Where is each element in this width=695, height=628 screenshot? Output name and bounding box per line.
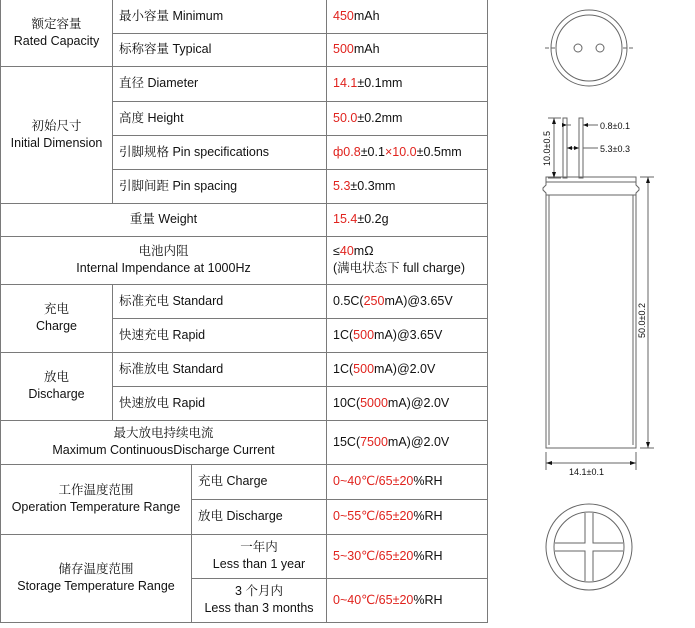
diameter-dim-text: 14.1±0.1	[569, 467, 604, 477]
bottom-view-outer-ring	[546, 504, 632, 590]
pin-length: ×10.0	[384, 144, 417, 159]
op-temp-charge-label: 充电 Charge	[192, 464, 327, 499]
top-view-inner-ring	[556, 15, 622, 81]
storage-1year-range: 5~30℃/65	[333, 548, 393, 563]
op-temp-charge-value	[327, 464, 488, 499]
discharge-header	[1, 352, 113, 420]
pin-spacing-number: 5.3	[333, 178, 351, 193]
charge-rapid-label: 快速充电 Rapid	[113, 318, 327, 352]
side-view-body	[543, 177, 639, 448]
pin-width-dim-text: 0.8±0.1	[600, 121, 630, 131]
pin-spacing-tol: ±0.3mm	[350, 178, 396, 193]
height-label: 高度 Height	[113, 101, 327, 135]
typical-label: 标称容量 Typical	[113, 33, 327, 66]
rated-capacity-en: Rated Capacity	[13, 33, 100, 48]
minimum-value	[327, 0, 488, 33]
diameter-value	[327, 66, 488, 101]
pin-length-tol: ±0.5mm	[416, 144, 462, 159]
storage-temp-en: Storage Temperature Range	[17, 579, 175, 593]
op-temp-cn: 工作温度范围	[58, 483, 134, 497]
discharge-standard-value	[327, 352, 488, 386]
minimum-label: 最小容量 Minimum	[113, 0, 327, 33]
charge-standard-voltage: mA)@3.65V	[384, 293, 453, 308]
battery-drawing-panel	[487, 0, 695, 623]
storage-3month-unit: %RH	[413, 592, 443, 607]
height-number: 50.0	[333, 110, 358, 125]
storage-1year-value	[327, 534, 488, 578]
weight-value	[327, 203, 488, 236]
max-discharge-rate: 15C(	[333, 434, 361, 449]
op-temp-discharge-label: 放电 Discharge	[192, 499, 327, 534]
height-dim-text: 50.0±0.2	[637, 303, 647, 338]
discharge-rapid-voltage: mA)@2.0V	[387, 395, 450, 410]
storage-3month-range: 0~40℃/65	[333, 592, 393, 607]
op-temp-en: Operation Temperature Range	[11, 500, 181, 514]
typical-unit: mAh	[353, 42, 380, 56]
top-view-outer-ring	[551, 10, 627, 86]
charge-rapid-rate: 1C(	[333, 327, 354, 342]
op-temp-charge-range: 0~40℃/65	[333, 474, 393, 488]
charge-cn: 充电	[43, 302, 69, 316]
discharge-rapid-label: 快速放电 Rapid	[113, 386, 327, 420]
charge-standard-value	[327, 284, 488, 318]
typical-number: 500	[333, 42, 354, 56]
dimension-en: Initial Dimension	[10, 135, 103, 150]
storage-3month-label	[192, 578, 327, 622]
storage-3month-value	[327, 578, 488, 622]
max-discharge-current: 7500	[360, 434, 388, 449]
bottom-view-drawing	[546, 504, 632, 590]
pin-length-dim-text: 10.0±0.5	[542, 131, 552, 166]
minimum-number: 450	[333, 8, 354, 23]
discharge-standard-current: 500	[353, 361, 375, 376]
storage-temp-header	[1, 534, 192, 622]
op-temp-discharge-tol: ±20	[392, 509, 414, 523]
pin-left-drawing	[563, 118, 567, 178]
dimension-header	[1, 66, 113, 203]
weight-label: 重量 Weight	[1, 203, 327, 236]
pin-diameter: ф0.8	[333, 144, 361, 159]
discharge-cn: 放电	[43, 370, 69, 384]
storage-1year-cn: 一年内	[240, 540, 278, 554]
impedance-note: (满电状态下 full charge)	[333, 261, 465, 275]
storage-3month-cn: 3 个月内	[235, 584, 283, 598]
impedance-number: 40	[339, 244, 354, 258]
storage-3month-en: Less than 3 months	[204, 601, 314, 615]
max-discharge-en: Maximum ContinuousDischarge Current	[52, 443, 275, 457]
battery-technical-drawing	[488, 0, 695, 623]
charge-header	[1, 284, 113, 352]
discharge-rapid-rate: 10C(	[333, 395, 361, 410]
diameter-number: 14.1	[333, 76, 358, 90]
charge-en: Charge	[36, 319, 77, 333]
op-temp-discharge-range: 0~55℃/65	[333, 509, 393, 523]
weight-number: 15.4	[333, 212, 358, 226]
op-temp-header	[1, 464, 192, 534]
impedance-unit: mΩ	[353, 244, 374, 258]
charge-rapid-voltage: mA)@3.65V	[374, 327, 443, 342]
battery-body-outline	[543, 177, 639, 448]
bottom-view-inner-ring	[554, 512, 624, 582]
op-temp-charge-unit: %RH	[413, 474, 443, 488]
pin-spacing-value	[327, 169, 488, 203]
storage-1year-unit: %RH	[413, 548, 443, 563]
top-view-pin-left	[574, 44, 582, 52]
impedance-label	[1, 236, 327, 284]
pin-right-drawing	[579, 118, 583, 178]
pin-spacing-label: 引脚间距 Pin spacing	[113, 169, 327, 203]
pin-diameter-tol: ±0.1	[360, 144, 385, 159]
impedance-cn: 电池内阻	[138, 244, 189, 258]
max-discharge-value	[327, 420, 488, 464]
typical-value	[327, 33, 488, 66]
diameter-tolerance: ±0.1mm	[357, 76, 403, 90]
charge-standard-current: 250	[363, 293, 385, 308]
pin-spec-label: 引脚规格 Pin specifications	[113, 135, 327, 169]
diameter-label: 直径 Diameter	[113, 66, 327, 101]
height-value	[327, 101, 488, 135]
pin-spacing-dim-text: 5.3±0.3	[600, 144, 630, 154]
impedance-le: ≤	[333, 244, 340, 258]
top-view-drawing	[545, 10, 633, 86]
max-discharge-label	[1, 420, 327, 464]
discharge-rapid-current: 5000	[360, 395, 388, 410]
charge-standard-rate: 0.5C(	[333, 293, 364, 308]
bottom-view-vent-cross	[555, 513, 623, 581]
op-temp-discharge-value	[327, 499, 488, 534]
discharge-en: Discharge	[28, 387, 85, 401]
discharge-standard-label: 标准放电 Standard	[113, 352, 327, 386]
storage-1year-label	[192, 534, 327, 578]
charge-rapid-value	[327, 318, 488, 352]
rated-capacity-header	[1, 0, 113, 66]
impedance-en: Internal Impendance at 1000Hz	[76, 261, 251, 275]
height-tolerance: ±0.2mm	[357, 110, 403, 125]
charge-standard-label: 标准充电 Standard	[113, 284, 327, 318]
max-discharge-cn: 最大放电持续电流	[113, 426, 214, 440]
storage-3month-tol: ±20	[392, 592, 414, 607]
weight-tolerance: ±0.2g	[357, 212, 389, 226]
rated-capacity-cn: 额定容量	[31, 16, 82, 31]
storage-1year-en: Less than 1 year	[212, 557, 306, 571]
top-view-pin-right	[596, 44, 604, 52]
op-temp-charge-tol: ±20	[392, 474, 414, 488]
charge-rapid-current: 500	[353, 327, 375, 342]
storage-temp-cn: 储存温度范围	[58, 562, 134, 576]
pin-spec-value	[327, 135, 488, 169]
max-discharge-voltage: mA)@2.0V	[387, 434, 450, 449]
op-temp-discharge-unit: %RH	[413, 509, 443, 523]
impedance-value	[327, 236, 488, 284]
minimum-unit: mAh	[353, 8, 380, 23]
discharge-standard-voltage: mA)@2.0V	[374, 361, 436, 376]
discharge-standard-rate: 1C(	[333, 361, 354, 376]
dimension-cn: 初始尺寸	[31, 118, 82, 133]
discharge-rapid-value	[327, 386, 488, 420]
storage-1year-tol: ±20	[392, 548, 414, 563]
